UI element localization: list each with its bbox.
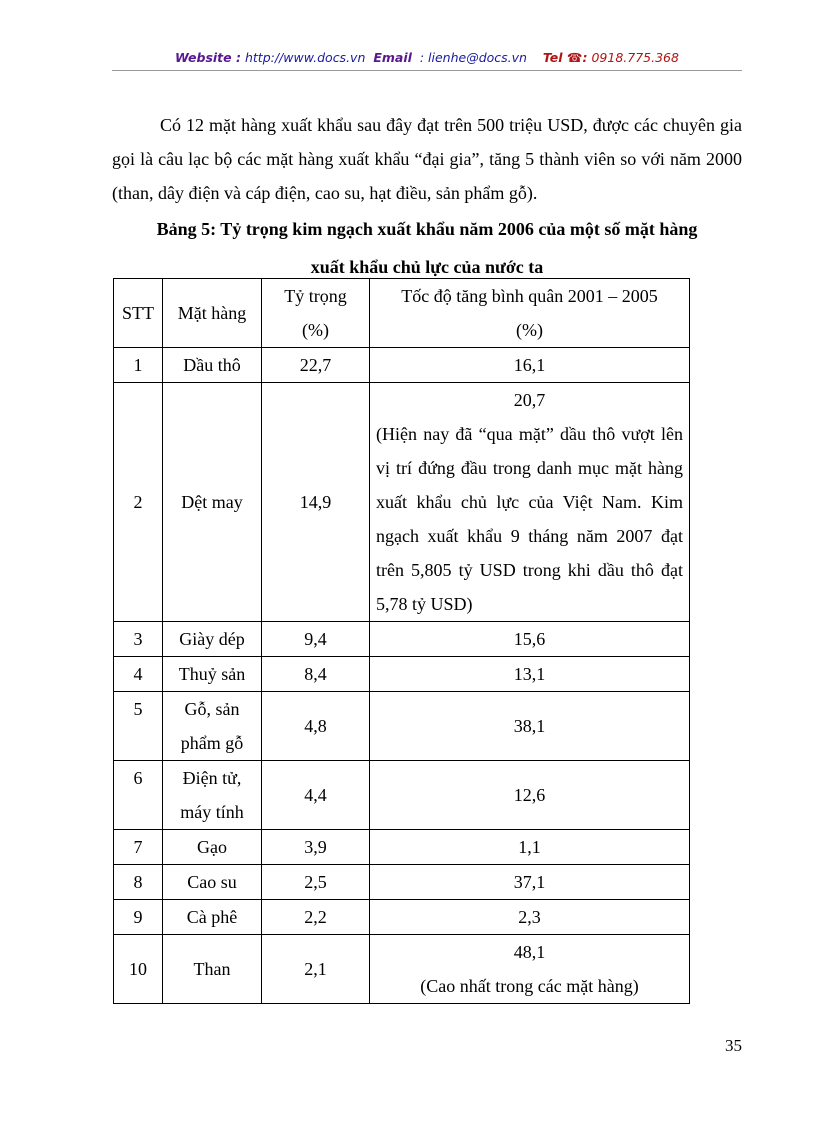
- header-share-line2: (%): [302, 320, 329, 340]
- cell-share: 3,9: [262, 830, 370, 865]
- cell-growth-note: (Cao nhất trong các mặt hàng): [420, 976, 639, 996]
- cell-share: 4,4: [262, 761, 370, 830]
- body-paragraph: Có 12 mặt hàng xuất khẩu sau đây đạt trên 500 triệu USD, được các chuyên gia gọi là câu lạc bộ các mặt hàng xuất khẩu “đại gia”, tăng 5 thành viên so với năm 2000 (than, dây điện và cáp điện, cao su, hạt điều, sản phẩm gỗ).: [112, 115, 742, 203]
- cell-item: Dệt may: [163, 383, 262, 622]
- header-share-line1: Tỷ trọng: [284, 286, 347, 306]
- cell-stt: 4: [114, 657, 163, 692]
- cell-share: 14,9: [262, 383, 370, 622]
- cell-growth: 12,6: [370, 761, 690, 830]
- cell-growth: [370, 383, 690, 622]
- cell-item-line1: Gỗ, sản: [184, 699, 240, 719]
- table-row: [114, 830, 690, 865]
- header-growth: [370, 279, 690, 348]
- tel-value: 0918.775.368: [591, 50, 679, 65]
- cell-growth: [370, 935, 690, 1004]
- cell-growth: 37,1: [370, 865, 690, 900]
- cell-share: 2,5: [262, 865, 370, 900]
- cell-stt: 7: [114, 830, 163, 865]
- cell-item: Dầu thô: [163, 348, 262, 383]
- header-growth-line2: (%): [516, 320, 543, 340]
- header-growth-line1: Tốc độ tăng bình quân 2001 – 2005: [401, 286, 658, 306]
- table-title: [112, 210, 742, 286]
- table-row: [114, 865, 690, 900]
- email-label: Email: [373, 50, 412, 65]
- cell-share: 4,8: [262, 692, 370, 761]
- tel-label: Tel ☎:: [542, 50, 588, 65]
- cell-item: [163, 761, 262, 830]
- cell-stt: 3: [114, 622, 163, 657]
- page-number: 35: [725, 1036, 742, 1055]
- table-row: [114, 622, 690, 657]
- cell-growth: 13,1: [370, 657, 690, 692]
- table-row: [114, 935, 690, 1004]
- cell-growth: 1,1: [370, 830, 690, 865]
- cell-growth: 2,3: [370, 900, 690, 935]
- table-row: [114, 383, 690, 622]
- cell-stt: 5: [114, 692, 163, 761]
- table-row: [114, 657, 690, 692]
- table-title-line1: Bảng 5: Tỷ trọng kim ngạch xuất khẩu năm 2006 của một số mặt hàng: [156, 219, 698, 239]
- cell-item: [163, 692, 262, 761]
- page-header: [112, 50, 742, 65]
- table-header-row: [114, 279, 690, 348]
- cell-stt: 9: [114, 900, 163, 935]
- cell-share: 22,7: [262, 348, 370, 383]
- cell-item-line2: phẩm gỗ: [180, 733, 244, 753]
- header-item: Mặt hàng: [163, 279, 262, 348]
- cell-stt: 10: [114, 935, 163, 1004]
- cell-item: Giày dép: [163, 622, 262, 657]
- cell-item-line1: Điện tử,: [182, 768, 242, 788]
- cell-stt: 1: [114, 348, 163, 383]
- website-label: Website :: [175, 50, 241, 65]
- cell-share: 9,4: [262, 622, 370, 657]
- cell-item: Gạo: [163, 830, 262, 865]
- table-row: [114, 900, 690, 935]
- cell-item-line2: máy tính: [180, 802, 244, 822]
- website-url[interactable]: http://www.docs.vn: [244, 50, 366, 65]
- cell-share: 2,1: [262, 935, 370, 1004]
- cell-growth-value: 20,7: [513, 390, 546, 410]
- cell-share: 2,2: [262, 900, 370, 935]
- header-stt: STT: [114, 279, 163, 348]
- cell-item: Thuỷ sản: [163, 657, 262, 692]
- header-share: [262, 279, 370, 348]
- cell-stt: 6: [114, 761, 163, 830]
- email-value[interactable]: : lienhe@docs.vn: [419, 50, 527, 65]
- cell-growth-note: (Hiện nay đã “qua mặt” dầu thô vượt lên vị trí đứng đầu trong danh mục mặt hàng xuất khẩu chủ lực của Việt Nam. Kim ngạch xuất khẩu 9 tháng năm 2007 đạt trên 5,805 tỷ USD trong khi dầu thô đạt 5,78 tỷ USD): [376, 424, 683, 614]
- table-title-line2: xuất khẩu chủ lực của nước ta: [310, 257, 544, 277]
- cell-item: Cà phê: [163, 900, 262, 935]
- cell-growth: 16,1: [370, 348, 690, 383]
- table-row: [114, 692, 690, 761]
- cell-item: Cao su: [163, 865, 262, 900]
- cell-stt: 8: [114, 865, 163, 900]
- cell-share: 8,4: [262, 657, 370, 692]
- cell-stt: 2: [114, 383, 163, 622]
- header-divider: [112, 70, 742, 71]
- export-share-table: [113, 278, 690, 1004]
- table-row: [114, 761, 690, 830]
- cell-growth: 38,1: [370, 692, 690, 761]
- cell-growth-value: 48,1: [513, 942, 546, 962]
- table-row: [114, 348, 690, 383]
- cell-growth: 15,6: [370, 622, 690, 657]
- cell-item: Than: [163, 935, 262, 1004]
